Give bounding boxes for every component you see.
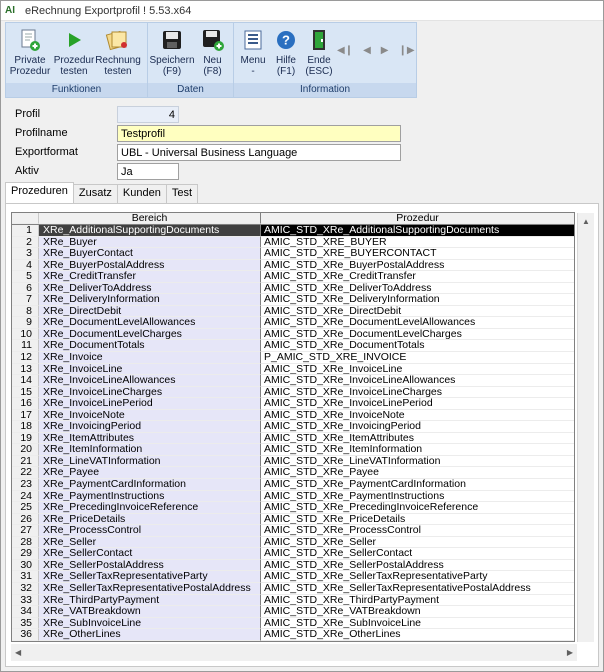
bereich-cell[interactable]: XRe_ItemInformation [39, 444, 261, 456]
profil-number-field: 4 [117, 106, 179, 123]
scroll-up-icon[interactable]: ▲ [582, 216, 590, 226]
row-number-cell: 29 [12, 548, 39, 560]
save-label: Speichern (F9) [149, 55, 195, 77]
prozedur-cell[interactable]: P_AMIC_STD_XRE_INVOICE [261, 352, 574, 364]
bereich-cell[interactable]: XRe_DocumentTotals [39, 340, 261, 352]
next-record-icon[interactable]: ▶ [380, 45, 389, 56]
prozedur-cell[interactable]: AMIC_STD_XRe_PriceDetails [261, 514, 574, 526]
row-number-cell: 24 [12, 491, 39, 503]
row-number-cell: 18 [12, 421, 39, 433]
bereich-cell[interactable]: XRe_AdditionalSupportingDocuments [39, 225, 261, 237]
prozedur-cell[interactable]: AMIC_STD_XRe_ItemAttributes [261, 433, 574, 445]
row-number-cell: 28 [12, 537, 39, 549]
table-row[interactable] [12, 306, 574, 318]
bereich-cell[interactable]: XRe_PaymentInstructions [39, 491, 261, 503]
bereich-cell[interactable]: XRe_VATBreakdown [39, 606, 261, 618]
bereich-cell[interactable]: XRe_Buyer [39, 237, 261, 249]
prozedur-cell[interactable]: AMIC_STD_XRe_PaymentInstructions [261, 491, 574, 503]
prozedur-cell[interactable]: AMIC_STD_XRe_Seller [261, 537, 574, 549]
table-row[interactable] [12, 352, 574, 364]
row-number-cell: 25 [12, 502, 39, 514]
aktiv-label: Aktiv [15, 165, 39, 177]
bereich-cell[interactable]: XRe_PrecedingInvoiceReference [39, 502, 261, 514]
row-number-cell: 3 [12, 248, 39, 260]
previous-record-icon[interactable]: ◀ [363, 45, 371, 56]
test-procedure-label: Prozedur testen [53, 55, 95, 77]
row-number-cell: 26 [12, 514, 39, 526]
table-row[interactable] [12, 525, 574, 537]
prozedur-cell[interactable]: AMIC_STD_XRE_BUYER [261, 237, 574, 249]
bereich-cell[interactable]: XRe_InvoiceLinePeriod [39, 398, 261, 410]
bereich-cell[interactable]: XRe_DocumentLevelAllowances [39, 317, 261, 329]
private-procedure-label: Private Prozedur [9, 55, 51, 77]
row-number-cell: 22 [12, 467, 39, 479]
bereich-cell[interactable]: XRe_Seller [39, 537, 261, 549]
exportformat-label: Exportformat [15, 146, 78, 158]
table-row[interactable] [12, 629, 574, 641]
bereich-cell[interactable]: XRe_PriceDetails [39, 514, 261, 526]
prozedur-cell[interactable]: AMIC_STD_XRe_ItemInformation [261, 444, 574, 456]
row-number-cell: 16 [12, 398, 39, 410]
table-row[interactable] [12, 491, 574, 503]
bereich-cell[interactable]: XRe_BuyerPostalAddress [39, 260, 261, 272]
prozedur-cell[interactable]: AMIC_STD_XRe_InvoicingPeriod [261, 421, 574, 433]
prozedur-cell[interactable]: AMIC_STD_XRe_ProcessControl [261, 525, 574, 537]
table-row[interactable] [12, 618, 574, 630]
table-row[interactable] [12, 283, 574, 295]
bereich-column-header[interactable]: Bereich [39, 213, 261, 224]
table-row[interactable] [12, 502, 574, 514]
bereich-cell[interactable]: XRe_InvoiceLineCharges [39, 387, 261, 399]
menu-button[interactable] [236, 25, 270, 83]
table-row[interactable] [12, 571, 574, 583]
add-document-icon [17, 27, 43, 53]
ribbon-group-funktionen [6, 23, 148, 97]
prozedur-cell[interactable]: AMIC_STD_XRe_OtherLines [261, 629, 574, 641]
profilname-input[interactable]: Testprofil [117, 125, 401, 142]
scroll-left-icon[interactable]: ◀ [15, 648, 22, 657]
prozedur-cell[interactable]: AMIC_STD_XRe_SellerTaxRepresentativeParty [261, 571, 574, 583]
profil-row [15, 105, 407, 123]
row-number-cell: 21 [12, 456, 39, 468]
exportformat-row [15, 143, 407, 161]
tab-test[interactable]: Test [166, 184, 198, 203]
app-logo-icon: AI [5, 4, 15, 16]
row-number-cell: 6 [12, 283, 39, 295]
bereich-cell[interactable]: XRe_DocumentLevelCharges [39, 329, 261, 341]
prozedur-cell[interactable]: AMIC_STD_XRe_InvoiceLine [261, 364, 574, 376]
bereich-cell[interactable]: XRe_LineVATInformation [39, 456, 261, 468]
row-number-cell: 7 [12, 294, 39, 306]
grid-header-row [12, 213, 574, 225]
prozedur-cell[interactable]: AMIC_STD_XRe_LineVATInformation [261, 456, 574, 468]
group-label-daten: Daten [148, 83, 233, 97]
table-row[interactable] [12, 294, 574, 306]
row-number-cell: 19 [12, 433, 39, 445]
new-button[interactable] [194, 25, 231, 83]
table-row[interactable] [12, 479, 574, 491]
prozedur-cell[interactable]: AMIC_STD_XRe_InvoiceLineCharges [261, 387, 574, 399]
row-number-header [12, 213, 39, 224]
prozedur-cell[interactable]: AMIC_STD_XRe_SellerTaxRepresentativePostalAddress [261, 583, 574, 595]
group-label-funktionen: Funktionen [6, 83, 147, 97]
table-row[interactable] [12, 225, 574, 237]
table-row[interactable] [12, 444, 574, 456]
aktiv-row [15, 162, 407, 180]
new-save-icon [200, 27, 226, 53]
table-row[interactable] [12, 375, 574, 387]
bereich-cell[interactable]: XRe_PaymentCardInformation [39, 479, 261, 491]
row-number-cell: 5 [12, 271, 39, 283]
test-procedure-button[interactable] [52, 25, 96, 83]
invoice-test-icon [105, 27, 131, 53]
group-label-information: Information [234, 83, 416, 97]
bereich-cell[interactable]: XRe_DirectDebit [39, 306, 261, 318]
row-number-cell: 4 [12, 260, 39, 272]
table-row[interactable] [12, 467, 574, 479]
table-row[interactable] [12, 606, 574, 618]
prozedur-cell[interactable]: AMIC_STD_XRe_DocumentTotals [261, 340, 574, 352]
help-label: Hilfe (F1) [275, 55, 296, 77]
ribbon-toolbar [5, 22, 417, 98]
profilname-label: Profilname [15, 127, 68, 139]
bereich-cell[interactable]: XRe_OtherLines [39, 629, 261, 641]
table-row[interactable] [12, 398, 574, 410]
row-number-cell: 23 [12, 479, 39, 491]
help-icon [273, 27, 299, 53]
table-row[interactable] [12, 364, 574, 376]
table-row[interactable] [12, 595, 574, 607]
table-row[interactable] [12, 410, 574, 422]
tab-kunden[interactable]: Kunden [117, 184, 167, 203]
table-row[interactable] [12, 237, 574, 249]
prozedur-cell[interactable]: AMIC_STD_XRe_DeliverToAddress [261, 283, 574, 295]
row-number-cell: 36 [12, 629, 39, 641]
row-number-cell: 2 [12, 237, 39, 249]
bereich-cell[interactable]: XRe_Invoice [39, 352, 261, 364]
exit-icon [306, 27, 332, 53]
prozedur-column-header[interactable]: Prozedur [261, 213, 574, 224]
bereich-cell[interactable]: XRe_DeliveryInformation [39, 294, 261, 306]
row-number-cell: 35 [12, 618, 39, 630]
prozedur-cell[interactable]: AMIC_STD_XRe_SellerContact [261, 548, 574, 560]
scroll-right-icon[interactable]: ▶ [566, 648, 573, 657]
help-button[interactable] [270, 25, 302, 83]
row-number-cell: 34 [12, 606, 39, 618]
tab-zusatz[interactable]: Zusatz [73, 184, 118, 203]
prozedur-cell[interactable]: AMIC_STD_XRe_SellerPostalAddress [261, 560, 574, 572]
prozedur-cell[interactable]: AMIC_STD_XRe_InvoiceLineAllowances [261, 375, 574, 387]
prozedur-cell[interactable]: AMIC_STD_XRe_SubInvoiceLine [261, 618, 574, 630]
row-number-cell: 30 [12, 560, 39, 572]
private-procedure-button[interactable] [8, 25, 52, 83]
row-number-cell: 14 [12, 375, 39, 387]
bereich-cell[interactable]: XRe_InvoiceNote [39, 410, 261, 422]
bereich-cell[interactable]: XRe_DeliverToAddress [39, 283, 261, 295]
prozedur-cell[interactable]: AMIC_STD_XRE_BUYERCONTACT [261, 248, 574, 260]
table-row[interactable] [12, 583, 574, 595]
bereich-cell[interactable]: XRe_Payee [39, 467, 261, 479]
last-record-icon[interactable]: ❙▶ [398, 45, 415, 56]
prozedur-cell[interactable]: AMIC_STD_XRe_PaymentCardInformation [261, 479, 574, 491]
procedure-grid [11, 212, 575, 642]
bereich-cell[interactable]: XRe_SubInvoiceLine [39, 618, 261, 630]
table-row[interactable] [12, 248, 574, 260]
table-row[interactable] [12, 387, 574, 399]
prozedur-cell[interactable]: AMIC_STD_XRe_DocumentLevelAllowances [261, 317, 574, 329]
table-row[interactable] [12, 537, 574, 549]
ribbon-group-daten [148, 23, 234, 97]
prozedur-cell[interactable]: AMIC_STD_XRe_PrecedingInvoiceReference [261, 502, 574, 514]
bereich-cell[interactable]: XRe_ItemAttributes [39, 433, 261, 445]
profil-label: Profil [15, 108, 41, 120]
tab-prozeduren[interactable]: Prozeduren [5, 182, 74, 203]
row-number-cell: 12 [12, 352, 39, 364]
profile-form [15, 105, 407, 181]
row-number-cell: 13 [12, 364, 39, 376]
prozedur-cell[interactable]: AMIC_STD_XRe_InvoiceNote [261, 410, 574, 422]
bereich-cell[interactable]: XRe_CreditTransfer [39, 271, 261, 283]
window-title: eRechnung Exportprofil ! 5.53.x64 [25, 4, 192, 17]
row-number-cell: 15 [12, 387, 39, 399]
prozedur-cell[interactable]: AMIC_STD_XRe_BuyerPostalAddress [261, 260, 574, 272]
row-number-cell: 27 [12, 525, 39, 537]
test-invoice-label: Rechnung testen [95, 55, 141, 77]
row-number-cell: 32 [12, 583, 39, 595]
bereich-cell[interactable]: XRe_InvoicingPeriod [39, 421, 261, 433]
table-row[interactable] [12, 548, 574, 560]
table-row[interactable] [12, 433, 574, 445]
record-navigation [337, 45, 415, 56]
row-number-cell: 33 [12, 595, 39, 607]
bereich-cell[interactable]: XRe_ThirdPartyPayment [39, 595, 261, 607]
bereich-cell[interactable]: XRe_SellerTaxRepresentativePostalAddress [39, 583, 261, 595]
prozedur-cell[interactable]: AMIC_STD_XRe_ThirdPartyPayment [261, 595, 574, 607]
exit-button[interactable] [302, 25, 336, 83]
row-number-cell: 31 [12, 571, 39, 583]
row-number-cell: 20 [12, 444, 39, 456]
bereich-cell[interactable]: XRe_InvoiceLine [39, 364, 261, 376]
table-row[interactable] [12, 514, 574, 526]
table-row[interactable] [12, 260, 574, 272]
profilname-row [15, 124, 407, 142]
svg-text:?: ? [282, 32, 290, 48]
test-invoice-button[interactable] [96, 25, 140, 83]
table-row[interactable] [12, 560, 574, 572]
vertical-scrollbar[interactable] [577, 213, 594, 642]
bereich-cell[interactable]: XRe_BuyerContact [39, 248, 261, 260]
bereich-cell[interactable]: XRe_ProcessControl [39, 525, 261, 537]
horizontal-scrollbar[interactable] [11, 644, 577, 661]
first-record-icon[interactable]: ◀❙ [337, 45, 354, 56]
bereich-cell[interactable]: XRe_SellerTaxRepresentativeParty [39, 571, 261, 583]
save-icon [159, 27, 185, 53]
row-number-cell: 8 [12, 306, 39, 318]
table-row[interactable] [12, 456, 574, 468]
title-bar [1, 1, 603, 21]
row-number-cell: 10 [12, 329, 39, 341]
exit-label: Ende (ESC) [305, 55, 333, 77]
row-number-cell: 9 [12, 317, 39, 329]
play-icon [61, 27, 87, 53]
prozedur-cell[interactable]: AMIC_STD_XRe_InvoiceLinePeriod [261, 398, 574, 410]
menu-label: Menu - [240, 55, 266, 77]
exportformat-input[interactable]: UBL - Universal Business Language [117, 144, 401, 161]
new-label: Neu (F8) [203, 55, 222, 77]
bereich-cell[interactable]: XRe_InvoiceLineAllowances [39, 375, 261, 387]
table-row[interactable] [12, 340, 574, 352]
prozedur-cell[interactable]: AMIC_STD_XRe_DocumentLevelCharges [261, 329, 574, 341]
prozedur-cell[interactable]: AMIC_STD_XRe_VATBreakdown [261, 606, 574, 618]
aktiv-input[interactable]: Ja [117, 163, 179, 180]
prozedur-cell[interactable]: AMIC_STD_XRe_DirectDebit [261, 306, 574, 318]
prozedur-cell[interactable]: AMIC_STD_XRe_AdditionalSupportingDocuments [261, 225, 574, 237]
row-number-cell: 17 [12, 410, 39, 422]
row-number-cell: 1 [12, 225, 39, 237]
table-row[interactable] [12, 329, 574, 341]
prozedur-cell[interactable]: AMIC_STD_XRe_Payee [261, 467, 574, 479]
save-button[interactable] [150, 25, 194, 83]
menu-icon [240, 27, 266, 53]
prozedur-cell[interactable]: AMIC_STD_XRe_DeliveryInformation [261, 294, 574, 306]
bereich-cell[interactable]: XRe_SellerPostalAddress [39, 560, 261, 572]
prozedur-cell[interactable]: AMIC_STD_XRe_CreditTransfer [261, 271, 574, 283]
row-number-cell: 11 [12, 340, 39, 352]
ribbon-group-information [234, 23, 416, 97]
table-row[interactable] [12, 317, 574, 329]
tab-bar [5, 184, 197, 203]
bereich-cell[interactable]: XRe_SellerContact [39, 548, 261, 560]
table-row[interactable] [12, 271, 574, 283]
table-row[interactable] [12, 421, 574, 433]
prozeduren-panel [5, 203, 599, 667]
